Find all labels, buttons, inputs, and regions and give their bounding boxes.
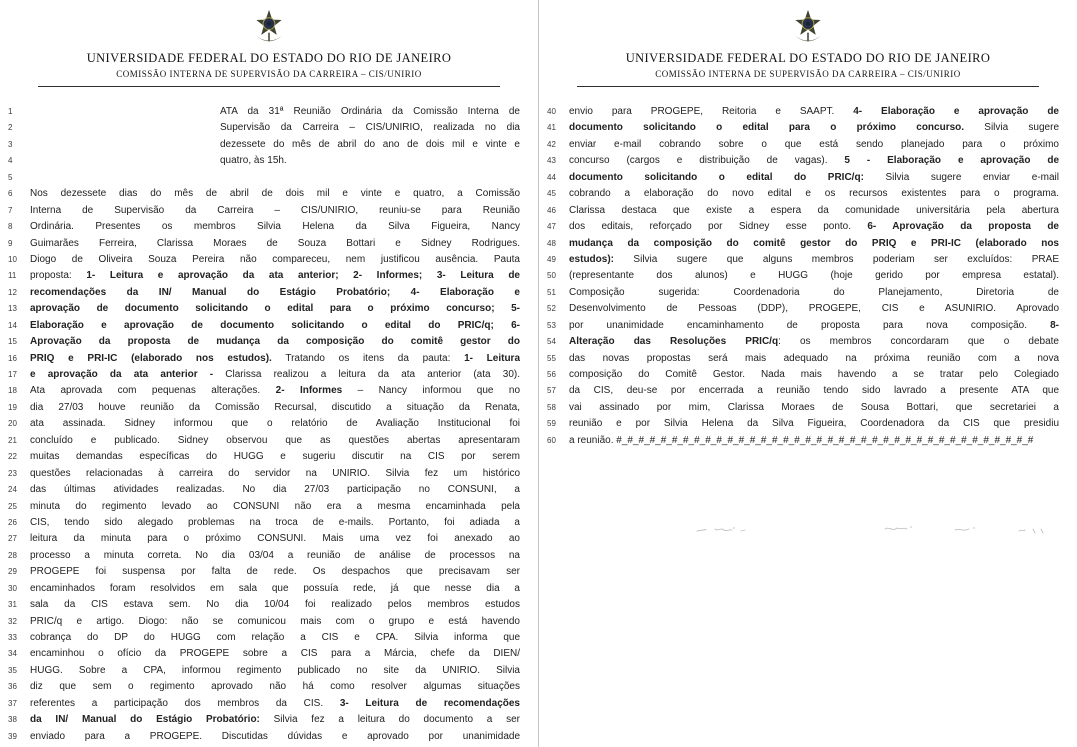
document-line (0, 351, 538, 367)
line-number: 10 (8, 254, 17, 264)
line-number: 28 (8, 550, 17, 560)
line-text: reunião e por Silvia Helena da Silva Figueira, Coordenadora da CIS que presidiu (569, 418, 1059, 430)
line-number: 36 (8, 682, 17, 692)
document-line (0, 581, 538, 597)
document-line (539, 120, 1077, 136)
line-text: questões relacionadas à carreira do servidor na UNIRIO. Silvia fez um histórico (30, 467, 520, 479)
line-number: 31 (8, 600, 17, 610)
document-line (539, 400, 1077, 416)
document-line (539, 186, 1077, 202)
document-line (539, 318, 1077, 334)
line-number: 17 (8, 370, 17, 379)
line-text: vai assinado por mim, Clarissa Moraes de Sousa Bottari, que secretariei a (569, 401, 1059, 413)
line-text: HUGG. Sobre a CPA, informou regimento publicado no site da UNIRIO. Silvia (30, 664, 520, 676)
line-text: Elaboração e aprovação de documento solicitando o edital do PRIC/q; 6- (30, 319, 520, 331)
document-line (0, 499, 538, 515)
line-text: cobrando a elaboração do novo edital e os recursos existentes para o programa. (569, 188, 1059, 200)
document-line (0, 268, 538, 284)
document-line (539, 268, 1077, 284)
line-text: Nos dezessete dias do mês de abril de dois mil e vinte e quatro, a Comissão (30, 188, 520, 200)
line-text: das últimas atividades realizadas. No dia 27/03 participação no CONSUNI, a (30, 484, 520, 496)
document-line (0, 466, 538, 482)
coat-of-arms-seal-icon (250, 7, 288, 46)
document-line (539, 334, 1077, 350)
line-text: Ordinária. Presentes os membros Silvia Helena da Silva Figueira, Nancy (30, 221, 520, 233)
line-text: documento solicitando o edital para o próximo concurso. Silvia sugere (569, 122, 1059, 134)
header-rule (38, 86, 500, 87)
document-line (539, 203, 1077, 219)
document-line (0, 400, 538, 416)
document-line (0, 120, 538, 136)
line-text: leitura da minuta para o próximo CONSUNI. Mais uma vez foi anexado ao (30, 533, 520, 545)
line-number: 52 (547, 304, 556, 314)
line-number: 26 (8, 517, 17, 527)
line-text: Desenvolvimento de Pessoas (DDP), PROGEPE, CIS e ASUNIRIO. Aprovado (569, 303, 1059, 315)
line-text: Ata aprovada com pequenas alterações. 2- Informes – Nancy informou que no (30, 385, 520, 397)
line-number: 32 (8, 616, 17, 626)
line-number: 54 (547, 337, 556, 347)
line-number: 39 (8, 731, 17, 741)
line-text: recomendações da IN/ Manual do Estágio Probatório; 4- Elaboração e (30, 286, 520, 298)
document-line (539, 285, 1077, 301)
document-line (0, 630, 538, 646)
document-line (0, 564, 538, 580)
line-number: 53 (547, 320, 556, 330)
document-line (0, 301, 538, 317)
line-text: quatro, às 15h. (220, 155, 287, 167)
line-number: 18 (8, 386, 17, 396)
line-number: 1 (8, 107, 13, 116)
line-text: cobrança do DP do HUGG com relação a CIS e CPA. Silvia informa que (30, 632, 520, 643)
line-text: composição do Comitê Gestor. Nada mais havendo a se tratar pelo Colegiado (569, 369, 1059, 380)
page-header (539, 7, 1077, 87)
document-line (539, 137, 1077, 153)
line-text: das novas propostas será mais adequado na próxima reunião com a nova (569, 352, 1059, 364)
line-number: 38 (8, 715, 17, 725)
line-number: 34 (8, 649, 17, 659)
line-number: 5 (8, 172, 13, 182)
line-text: e aprovação da ata anterior - Clarissa realizou a leitura da ata anterior (ata 30). (30, 369, 520, 380)
line-number: 42 (547, 139, 556, 149)
line-text: estudos): Silvia sugere que alguns membros poderiam ser excluídos: PRAE (569, 253, 1059, 265)
document-line (0, 137, 538, 153)
line-number: 57 (547, 386, 556, 396)
document-line (0, 252, 538, 268)
document-line (0, 729, 538, 745)
line-text: a reunião. #_#_#_#_#_#_#_#_#_#_#_#_#_#_#_#_#_#_#_#_#_#_#_#_#_#_#_#_#_#_#_#_#_#_#_#_#_# (569, 434, 1034, 446)
line-text: Interna de Supervisão da Carreira – CIS/UNIRIO, reuniu-se para Reunião (30, 204, 520, 216)
university-name: UNIVERSIDADE FEDERAL DO ESTADO DO RIO DE JANEIRO (625, 51, 991, 65)
page-header (0, 7, 538, 87)
line-number: 2 (8, 123, 13, 133)
line-number: 55 (547, 353, 556, 363)
line-number: 59 (547, 419, 556, 429)
document-line (0, 515, 538, 531)
document-line (0, 433, 538, 449)
document-line (0, 383, 538, 399)
commission-name: COMISSÃO INTERNA DE SUPERVISÃO DA CARREIRA – CIS/UNIRIO (116, 69, 422, 79)
coat-of-arms-seal-icon (789, 7, 827, 46)
line-text: PRIC/q e artigo. Diogo: não se comunicou mais com o grupo e está havendo (30, 615, 520, 627)
line-number: 8 (8, 222, 13, 232)
line-number: 47 (547, 222, 556, 232)
line-text: mudança da composição do comitê gestor do PRIQ e PRI-IC (elaborado nos (569, 237, 1059, 249)
line-text (30, 170, 520, 186)
line-number: 33 (8, 633, 17, 642)
line-number: 44 (547, 172, 556, 182)
line-number: 4 (8, 156, 13, 166)
line-number: 30 (8, 583, 17, 593)
line-number: 21 (8, 435, 17, 445)
document-line (0, 367, 538, 383)
document-line (539, 104, 1077, 120)
line-number: 49 (547, 254, 556, 264)
university-name: UNIVERSIDADE FEDERAL DO ESTADO DO RIO DE JANEIRO (86, 51, 452, 65)
line-number: 14 (8, 320, 17, 330)
line-number: 50 (547, 271, 556, 281)
document-line (0, 679, 538, 695)
line-number: 7 (8, 205, 13, 215)
line-number: 12 (8, 287, 17, 297)
document-line (0, 203, 538, 219)
line-number: 48 (547, 238, 556, 248)
document-line (0, 712, 538, 728)
line-number: 29 (8, 567, 17, 577)
document-line (0, 696, 538, 712)
line-text: diz que sem o regimento aprovado não há como resolver algumas situações (30, 681, 520, 693)
line-number: 58 (547, 402, 556, 412)
document-line (539, 252, 1077, 268)
document-line (0, 186, 538, 202)
document-line (0, 663, 538, 679)
line-number: 19 (8, 402, 17, 412)
document-line (0, 318, 538, 334)
line-number: 13 (8, 304, 17, 314)
line-text: dezessete do mês de abril do ano de dois mil e vinte e (220, 138, 520, 150)
document-line (0, 449, 538, 465)
line-number: 43 (547, 156, 556, 166)
document-line (0, 236, 538, 252)
document-line (539, 219, 1077, 235)
line-text: enviar e-mail cobrando sobre o que está sendo planejado para o próximo (569, 138, 1059, 150)
line-text: da IN/ Manual do Estágio Probatório: Silvia fez a leitura do documento a ser (30, 714, 520, 726)
line-number: 41 (547, 123, 556, 133)
document-line (539, 383, 1077, 399)
line-text: PRIQ e PRI-IC (elaborado nos estudos). Tratando os itens da pauta: 1- Leitura (30, 352, 520, 364)
document-line (539, 351, 1077, 367)
document-line (0, 104, 538, 120)
line-text: Supervisão da Carreira – CIS/UNIRIO, realizada no dia (220, 122, 520, 134)
faint-handwriting-marks (689, 516, 1059, 544)
line-number: 24 (8, 485, 17, 495)
line-text: Aprovação da proposta de mudança da composição do comitê gestor do (30, 336, 520, 348)
document-line (0, 646, 538, 662)
line-text: dos editais, reforçado por Sidney esse ponto. 6- Aprovação da proposta de (569, 221, 1059, 233)
document-lines-page-2 (539, 104, 1077, 449)
line-text: da CIS, deu-se por encerrada a reunião tendo sido lavrado a presente ATA que (569, 385, 1059, 397)
line-number: 22 (8, 452, 17, 462)
document-line (539, 416, 1077, 432)
document-line (0, 597, 538, 613)
line-text: encaminhou o ofício da PROGEPE sobre a CIS para a Márcia, chefe da DIEN/ (30, 648, 520, 660)
line-text: minuta do regimento levado ao CONSUNI não era a mesma encaminhada pela (30, 500, 520, 512)
document-line (539, 301, 1077, 317)
document-line (539, 367, 1077, 383)
line-number: 9 (8, 238, 13, 248)
document-line (0, 170, 538, 186)
document-line (539, 433, 1077, 449)
line-text: CIS, tendo sido alegado problemas na troca de e-mails. Portanto, foi adiada a (30, 516, 520, 528)
document-line (0, 219, 538, 235)
line-number: 35 (8, 665, 17, 675)
document-line (539, 153, 1077, 169)
line-number: 11 (8, 271, 17, 281)
line-text: aprovação de documento solicitando o edital para o próximo concurso; 5- (30, 303, 520, 315)
line-number: 6 (8, 189, 13, 199)
document-line (0, 153, 538, 169)
line-number: 51 (547, 287, 556, 297)
line-text: concurso (cargos e distribuição de vagas). 5 - Elaboração e aprovação de (569, 155, 1059, 167)
line-text: sala da CIS estava sem. No dia 10/04 foi realizado pelos membros estudos (30, 599, 520, 611)
document-line (539, 170, 1077, 186)
line-number: 20 (8, 419, 17, 429)
line-text: Alteração das Resoluções PRIC/q: os membros concordaram que o debate (569, 336, 1059, 348)
document-lines-page-1 (0, 104, 538, 745)
document-line (0, 285, 538, 301)
document-page-2 (539, 0, 1077, 747)
line-text: PROGEPE foi suspensa por falta de rede. Os despachos que precisavam ser (30, 566, 520, 578)
document-line (0, 482, 538, 498)
line-text: por unanimidade encaminhamento de proposta para nova composição. 8- (569, 319, 1059, 331)
line-text: Composição sugerida: Coordenadoria do Planejamento, Diretoria de (569, 286, 1059, 298)
line-number: 60 (547, 435, 556, 445)
line-number: 25 (8, 501, 17, 511)
document-line (0, 334, 538, 350)
line-text: Diogo de Oliveira Souza Pereira não compareceu, nem justificou ausência. Pauta (30, 253, 520, 265)
line-text: concluído e publicado. Sidney observou que as questões abertas apresentaram (30, 434, 520, 446)
document-line (539, 236, 1077, 252)
document-line (0, 614, 538, 630)
line-text: (representante dos alunos) e HUGG (hoje gerido por empresa estatal). (569, 270, 1059, 282)
document-page-1 (0, 0, 538, 747)
line-number: 46 (547, 205, 556, 215)
line-text: enviado para a PROGEPE. Discutidas dúvidas e aprovado por unanimidade (30, 730, 520, 742)
line-text: documento solicitando o edital do PRIC/q: Silvia sugere enviar e-mail (569, 171, 1059, 183)
document-line (0, 531, 538, 547)
line-text: Clarissa destaca que existe a espera da comunidade universitária pela abertura (569, 204, 1059, 216)
line-number: 16 (8, 353, 17, 363)
line-text: envio para PROGEPE, Reitoria e SAAPT. 4- Elaboração e aprovação de (569, 106, 1059, 117)
line-text: muitas demandas específicas do HUGG e sugeriu discutir na CIS por serem (30, 451, 520, 463)
line-text: ATA da 31ª Reunião Ordinária da Comissão Interna de (220, 106, 520, 117)
line-number: 3 (8, 139, 13, 149)
line-number: 37 (8, 698, 17, 708)
line-text: Guimarães Ferreira, Clarissa Moraes de Souza Bottari e Sidney Rodrigues. (30, 237, 520, 249)
line-text: encaminhados foram resolvidos em sala que possuía rede, já que nesse dia a (30, 582, 520, 594)
line-number: 45 (547, 189, 556, 199)
line-text: ata assinada. Sidney informou que o relatório de Avaliação Institucional foi (30, 418, 520, 430)
line-text: dia 27/03 houve reunião da Comissão Recursal, discutido a situação da Renata, (30, 401, 520, 413)
document-line (0, 416, 538, 432)
line-number: 23 (8, 468, 17, 478)
line-number: 27 (8, 534, 17, 544)
line-number: 40 (547, 107, 556, 116)
document-line (0, 548, 538, 564)
line-text: referentes a participação dos membros da CIS. 3- Leitura de recomendações (30, 697, 520, 709)
header-rule (577, 86, 1039, 87)
line-text: proposta: 1- Leitura e aprovação da ata anterior; 2- Informes; 3- Leitura de (30, 270, 520, 282)
commission-name: COMISSÃO INTERNA DE SUPERVISÃO DA CARREIRA – CIS/UNIRIO (655, 69, 961, 79)
line-number: 15 (8, 337, 17, 347)
line-text: processo a minuta correta. No dia 03/04 a reunião de análise de processos na (30, 549, 520, 561)
line-number: 56 (547, 370, 556, 379)
